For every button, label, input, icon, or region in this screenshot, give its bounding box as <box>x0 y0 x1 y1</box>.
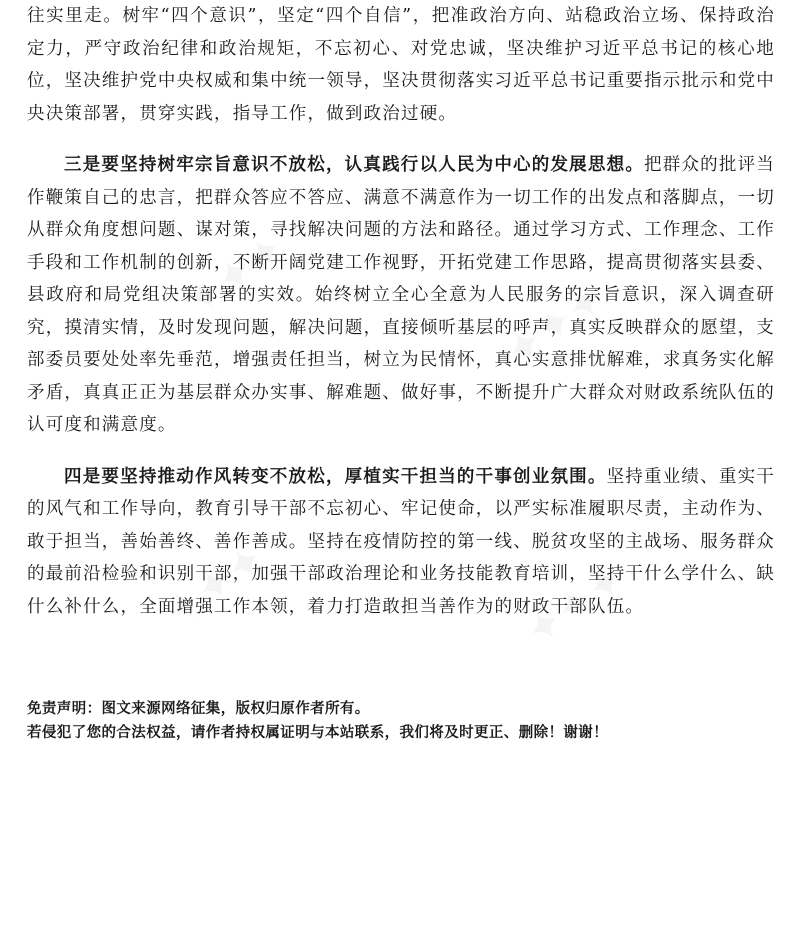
disclaimer <box>27 697 775 745</box>
disclaimer-line: 免责声明：图文来源网络征集，版权归原作者所有。 <box>27 700 370 717</box>
paragraph-heading: 四是要坚持推动作风转变不放松，厚植实干担当的干事创业氛围。 <box>64 466 607 487</box>
paragraph-purpose <box>27 149 775 442</box>
paragraph-heading: 三是要坚持树牢宗旨意识不放松，认真践行以人民为中心的发展思想。 <box>64 155 645 175</box>
watermark: ✦✦✦ <box>515 552 636 659</box>
disclaimer-line: 若侵犯了您的合法权益，请作者持权属证明与本站联系，我们将及时更正、删除！谢谢！ <box>27 724 609 741</box>
paragraph-text: 把群众的批评当作鞭策自己的忠言，把群众答应不答应、满意不满意作为一切工作的出发点和落脚点，一切从群众角度想问题、谋对策，寻找解决问题的方法和路径。通过学习方式、工作理念、工作手段和工作机制的创新，不断开阔党建工作视野，开拓党建工作思路，提高贯彻落实县委、县政府和局党组决策部署的实效。始终树立全心全意为人民服务的宗旨意识，深入调查研究，摸清实情，及时发现问题，解决问题，直接倾听基层的呼声，真实反映群众的愿望，支部委员要处处率先垂范，增强责任担当，树立为民情怀，真心实意排忧解难，求真务实化解矛盾，真真正正为基层群众办实事、解难题、做好事，不断提升广大群众对财政系统队伍的认可度和满意度。 <box>27 155 775 435</box>
paragraph-work-style <box>27 461 775 624</box>
watermark: ✦✦✦ <box>155 532 276 639</box>
paragraph-political: 往实里走。树牢“四个意识”，坚定“四个自信”，把准政治方向、站稳政治立场、保持政治定力，严守政治纪律和政治规矩，不忘初心、对党忠诚，坚决维护习近平总书记的核心地位，坚决维护党中央权威和集中统一领导，坚决贯彻落实习近平总书记重要指示批示和党中央决策部署，贯穿实践，指导工作，做到政治过硬。 <box>27 6 775 124</box>
watermark: ✦✦✦ <box>175 222 296 329</box>
paragraph-text: 坚持重业绩、重实干的风气和工作导向，教育引导干部不忘初心、牢记使命，以严实标准履职尽责，主动作为、敢于担当，善始善终、善作善成。坚持在疫情防控的第一线、脱贫攻坚的主战场、服务群众的最前沿检验和识别干部，加强干部政治理论和业务技能教育培训，坚持干什么学什么、缺什么补什么，全面增强工作本领，着力打造敢担当善作为的财政干部队伍。 <box>27 466 775 617</box>
watermark: ✦✦✦ <box>495 272 616 379</box>
article-body <box>27 0 775 623</box>
